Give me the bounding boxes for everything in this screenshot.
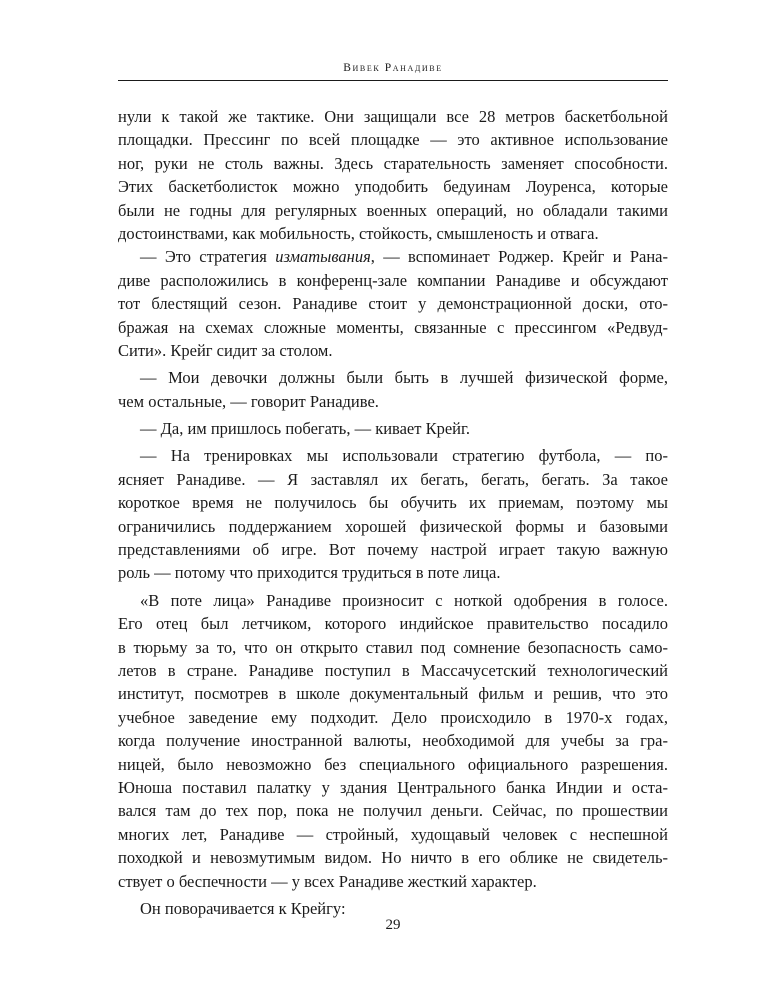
text-line: ног, руки не столь важны. Здесь старательность заменяет способности. xyxy=(118,153,668,173)
body-text xyxy=(118,105,668,920)
text-line: представлениями об игре. Вот почему настрой играет такую важную xyxy=(118,540,668,560)
text-line: диве расположились в конференц-зале компании Ранадиве и обсуждают xyxy=(118,270,668,290)
text-line: достоинствами, как мобильность, стойкость, смышленость и отвага. xyxy=(118,223,599,243)
text-line: Он поворачивается к Крейгу: xyxy=(140,898,346,918)
text-line: ницей, было невозможно без специального официального разрешения. xyxy=(118,754,668,774)
text-line: были не годны для регулярных военных операций, но обладали такими xyxy=(118,200,668,220)
text-line: ствует о беспечности — у всех Ранадиве жесткий характер. xyxy=(118,871,537,891)
page-number: 29 xyxy=(385,917,401,933)
text-line: — Да, им пришлось побегать, — кивает Крейг. xyxy=(140,419,471,439)
text-line: — На тренировках мы использовали стратегию футбола, — по- xyxy=(140,446,668,466)
text-line: площадки. Прессинг по всей площадке — это активное использование xyxy=(118,130,668,150)
header-rule xyxy=(118,80,668,81)
running-head: Вивек Ранадиве xyxy=(343,62,443,74)
text-line: тот блестящий сезон. Ранадиве стоит у демонстрационной доски, ото- xyxy=(118,294,668,314)
text-line: — Мои девочки должны были быть в лучшей физической форме, xyxy=(140,368,668,388)
text-line: вался там до тех пор, пока не получил деньги. Сейчас, по прошествии xyxy=(118,801,668,821)
text-line: бражая на схемах сложные моменты, связанные с прессингом «Редвуд- xyxy=(118,317,668,337)
text-line: — Это стратегия изматывания, — вспоминает Роджер. Крейг и Рана- xyxy=(140,247,668,267)
text-line: летов в стране. Ранадиве поступил в Массачусетский технологический xyxy=(118,660,668,680)
text-line: Сити». Крейг сидит за столом. xyxy=(118,340,333,360)
text-line: многих лет, Ранадиве — стройный, худощавый человек с неспешной xyxy=(118,824,668,844)
text-line: ограничились поддержанием хорошей физической формы и базовыми xyxy=(118,516,668,536)
text-line: нули к такой же тактике. Они защищали все 28 метров баскетбольной xyxy=(118,107,668,126)
text-line: чем остальные, — говорит Ранадиве. xyxy=(118,391,379,411)
text-line: походкой и невозмутимым видом. Но ничто в его облике не свидетель- xyxy=(118,848,668,868)
text-line: когда получение иностранной валюты, необходимой для учебы за гра- xyxy=(118,731,668,751)
text-line: короткое время не получилось бы обучить их приемам, поэтому мы xyxy=(118,493,668,513)
text-line: Его отец был летчиком, которого индийское правительство посадило xyxy=(118,614,668,634)
text-line: институт, посмотрев в школе документальный фильм и решив, что это xyxy=(118,684,668,704)
text-line: в тюрьму за то, что он открыто ставил под сомнение безопасность само- xyxy=(118,637,668,657)
text-line: ясняет Ранадиве. — Я заставлял их бегать, бегать, бегать. За такое xyxy=(118,469,668,489)
text-line: Юноша поставил палатку у здания Центрального банка Индии и оста- xyxy=(118,777,668,797)
text-line: «В поте лица» Ранадиве произносит с ноткой одобрения в голосе. xyxy=(140,590,668,610)
text-line: учебное заведение ему подходит. Дело происходило в 1970-х годах, xyxy=(118,707,668,727)
text-line: роль — потому что приходится трудиться в поте лица. xyxy=(118,563,501,583)
text-line: Этих баскетболисток можно уподобить бедуинам Лоуренса, которые xyxy=(118,177,668,197)
